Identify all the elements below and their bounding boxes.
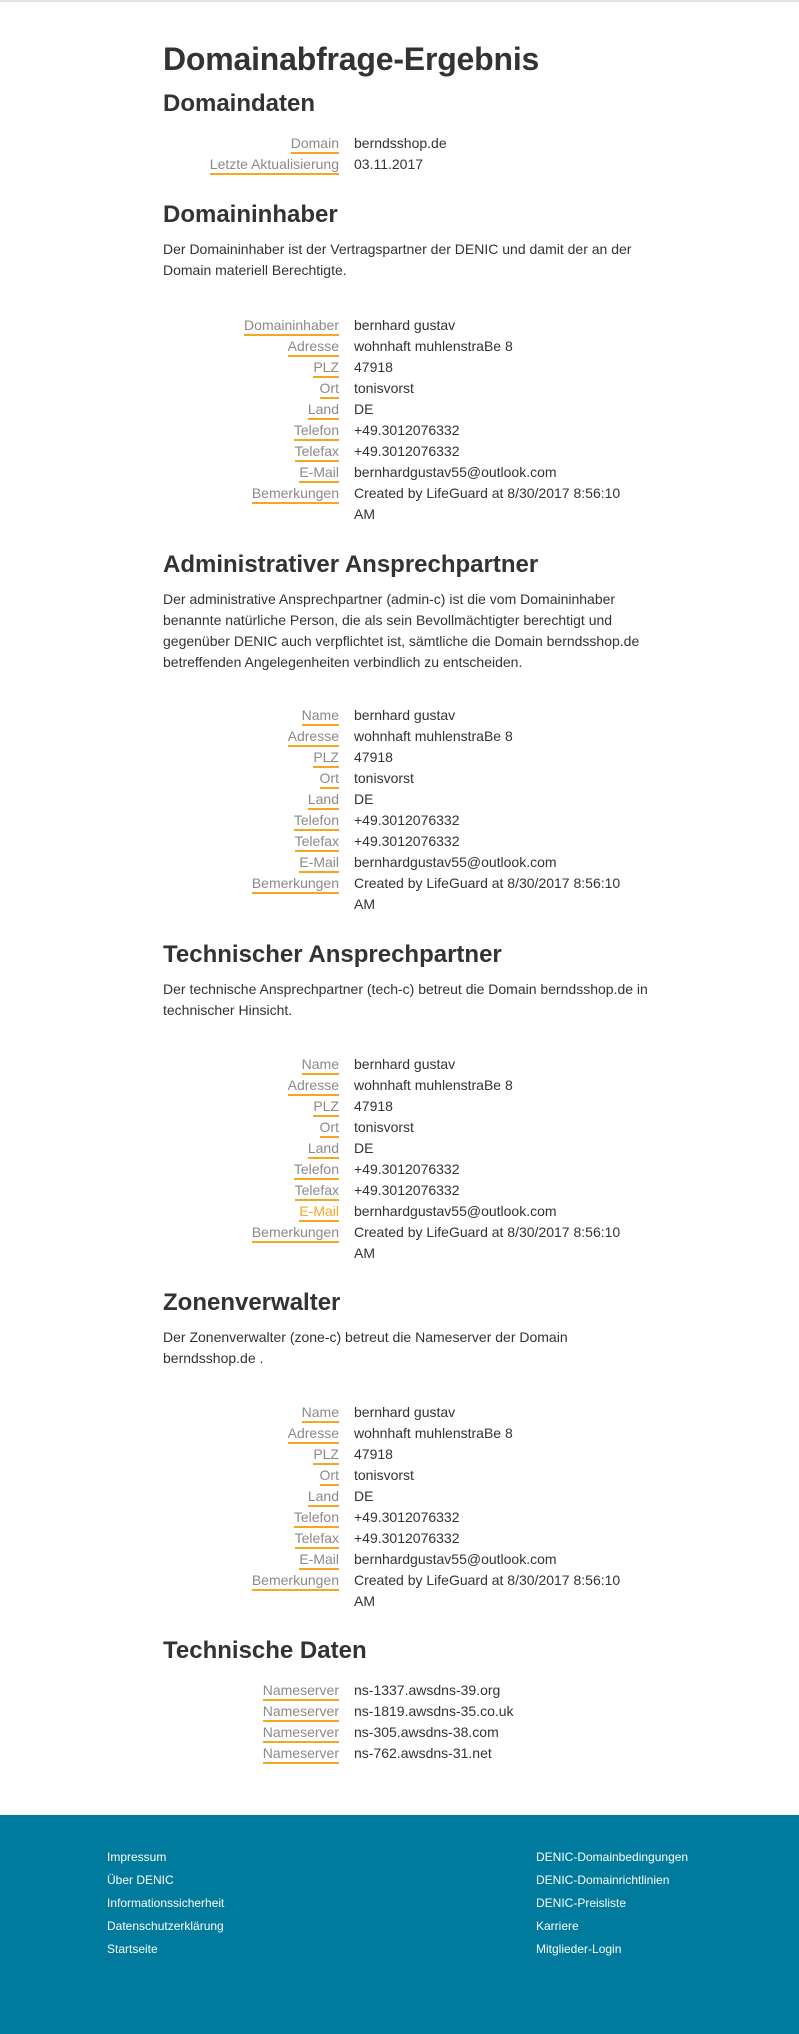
field-label[interactable]: Bemerkungen: [252, 485, 339, 504]
field-value: ns-305.awsdns-38.com: [354, 1724, 499, 1740]
field-label-cell: [163, 483, 339, 525]
footer-link[interactable]: Über DENIC: [107, 1873, 174, 1887]
field-value: DE: [354, 1140, 374, 1156]
field-value: +49.3012076332: [354, 812, 460, 828]
field-label[interactable]: Nameserver: [263, 1703, 339, 1722]
field-value: +49.3012076332: [354, 443, 460, 459]
field-row: [163, 1138, 653, 1159]
field-label[interactable]: Bemerkungen: [252, 1224, 339, 1243]
field-label[interactable]: Letzte Aktualisierung: [210, 156, 339, 175]
field-label-cell: [163, 1743, 339, 1764]
field-row: [163, 789, 653, 810]
field-label[interactable]: Ort: [320, 1467, 339, 1486]
field-label[interactable]: E-Mail: [299, 854, 339, 873]
field-label[interactable]: Ort: [320, 380, 339, 399]
field-label[interactable]: Adresse: [288, 728, 339, 747]
field-value: bernhardgustav55@outlook.com: [354, 1551, 557, 1567]
field-label-cell: [163, 1486, 339, 1507]
section-intro: Der Domaininhaber ist der Vertragspartner der DENIC und damit der an der Domain materiell Berechtigte.: [163, 241, 632, 278]
field-row: [163, 154, 653, 175]
field-value: tonisvorst: [354, 1119, 414, 1135]
field-label[interactable]: Bemerkungen: [252, 875, 339, 894]
section-heading: Zonenverwalter: [163, 1289, 341, 1316]
section-heading: Technische Daten: [163, 1637, 367, 1664]
field-label-cell: [163, 1465, 339, 1486]
field-value: 47918: [354, 359, 393, 375]
field-label[interactable]: Land: [308, 791, 339, 810]
field-label-cell: [163, 726, 339, 747]
field-label[interactable]: Name: [302, 1056, 339, 1075]
field-value: +49.3012076332: [354, 833, 460, 849]
field-value: Created by LifeGuard at 8/30/2017 8:56:10 AM: [354, 875, 621, 912]
field-row: [163, 1180, 653, 1201]
field-label-cell: [163, 747, 339, 768]
field-row: [163, 1075, 653, 1096]
field-label-cell: [163, 420, 339, 441]
field-label-cell: [163, 1722, 339, 1743]
field-value: tonisvorst: [354, 1467, 414, 1483]
field-row: [163, 1549, 653, 1570]
nameserver-list: [163, 1680, 653, 1764]
field-value: +49.3012076332: [354, 1509, 460, 1525]
field-value: DE: [354, 401, 374, 417]
field-value: Created by LifeGuard at 8/30/2017 8:56:10 AM: [354, 1572, 621, 1609]
field-label[interactable]: Land: [308, 401, 339, 420]
field-value: DE: [354, 791, 374, 807]
field-row: [163, 399, 653, 420]
field-row: [163, 768, 653, 789]
field-row: [163, 378, 653, 399]
field-label-cell: [163, 1201, 339, 1222]
field-label[interactable]: PLZ: [313, 1098, 339, 1117]
field-label[interactable]: PLZ: [313, 1446, 339, 1465]
field-label-cell: [163, 1423, 339, 1444]
field-row: [163, 1117, 653, 1138]
field-label-cell: [163, 1180, 339, 1201]
field-label-cell: [163, 315, 339, 336]
field-label-cell: [163, 705, 339, 726]
field-label[interactable]: Telefax: [295, 833, 339, 852]
footer-link[interactable]: Impressum: [107, 1850, 167, 1864]
field-row: [163, 1528, 653, 1549]
field-row: [163, 1423, 653, 1444]
field-label-cell: [163, 810, 339, 831]
field-label-cell: [163, 1222, 339, 1264]
page-title: Domainabfrage-Ergebnis: [163, 41, 540, 77]
field-label[interactable]: Ort: [320, 770, 339, 789]
section-intro: Der Zonenverwalter (zone-c) betreut die Nameserver der Domain berndsshop.de .: [163, 1329, 568, 1366]
field-value: +49.3012076332: [354, 1161, 460, 1177]
field-value: wohnhaft muhlenstraBe 8: [354, 728, 513, 744]
field-label-cell: [163, 1138, 339, 1159]
field-label[interactable]: Name: [302, 707, 339, 726]
field-label-cell: [163, 768, 339, 789]
field-label-cell: [163, 1570, 339, 1612]
field-row: [163, 462, 653, 483]
field-label[interactable]: Domaininhaber: [244, 317, 339, 336]
field-label[interactable]: Telefax: [295, 1182, 339, 1201]
section-heading: Administrativer Ansprechpartner: [163, 551, 539, 578]
section-domaininhaber: [163, 201, 653, 281]
field-row: [163, 1486, 653, 1507]
field-value: tonisvorst: [354, 380, 414, 396]
field-label-cell: [163, 1528, 339, 1549]
field-value: bernhard gustav: [354, 1404, 456, 1420]
footer-link[interactable]: Karriere: [536, 1919, 579, 1933]
field-label-cell: [163, 357, 339, 378]
section-heading: Technischer Ansprechpartner: [163, 941, 502, 968]
section-technische-daten: [163, 1637, 653, 1665]
footer-link[interactable]: Datenschutzerklärung: [107, 1919, 224, 1933]
section-intro: Der administrative Ansprechpartner (admin-c) ist die vom Domaininhaber benannte natürliche Person, die als sein Bevollmächtigter berechtigt und gegenüber DENIC auch verpflichtet ist, sämtliche die Domain berndsshop.de betreffenden Angelegenheiten verbindlich zu entscheiden.: [163, 591, 640, 670]
field-value: wohnhaft muhlenstraBe 8: [354, 338, 513, 354]
field-value: DE: [354, 1488, 374, 1504]
field-row: [163, 1402, 653, 1423]
field-row: [163, 1722, 653, 1743]
field-value: Created by LifeGuard at 8/30/2017 8:56:10 AM: [354, 485, 621, 522]
field-label-cell: [163, 399, 339, 420]
field-label[interactable]: Telefon: [294, 1161, 339, 1180]
field-value: ns-1337.awsdns-39.org: [354, 1682, 501, 1698]
field-label[interactable]: E-Mail: [299, 1551, 339, 1570]
field-value: bernhardgustav55@outlook.com: [354, 1203, 557, 1219]
field-row: [163, 1507, 653, 1528]
field-label[interactable]: Telefax: [295, 1530, 339, 1549]
field-label-cell: [163, 789, 339, 810]
field-label-cell: [163, 378, 339, 399]
field-row: [163, 483, 653, 525]
tech-list: [163, 1054, 653, 1264]
admin-list: [163, 705, 653, 915]
zone-list: [163, 1402, 653, 1612]
footer-left-links: [107, 1846, 224, 1961]
section-zone-c: [163, 1289, 653, 1369]
field-value: bernhard gustav: [354, 707, 456, 723]
footer-link[interactable]: DENIC-Domainrichtlinien: [536, 1873, 670, 1887]
field-row: [163, 1701, 653, 1722]
field-row: [163, 810, 653, 831]
field-value: +49.3012076332: [354, 1530, 460, 1546]
field-label[interactable]: Domain: [291, 135, 339, 154]
field-value: bernhard gustav: [354, 317, 456, 333]
field-label[interactable]: Nameserver: [263, 1724, 339, 1743]
field-row: [163, 420, 653, 441]
footer-link[interactable]: DENIC-Domainbedingungen: [536, 1850, 689, 1864]
field-value: tonisvorst: [354, 770, 414, 786]
field-label[interactable]: Telefon: [294, 422, 339, 441]
field-label-cell: [163, 852, 339, 873]
field-label-cell: [163, 1402, 339, 1423]
domaindaten-list: [163, 133, 653, 175]
field-value: bernhard gustav: [354, 1056, 456, 1072]
field-label-cell: [163, 336, 339, 357]
field-value: 03.11.2017: [354, 156, 424, 172]
field-value: bernhardgustav55@outlook.com: [354, 854, 557, 870]
field-row: [163, 1096, 653, 1117]
field-label-cell: [163, 462, 339, 483]
field-value: +49.3012076332: [354, 1182, 460, 1198]
field-label[interactable]: Land: [308, 1140, 339, 1159]
field-value: ns-1819.awsdns-35.co.uk: [354, 1703, 514, 1719]
field-row: [163, 1222, 653, 1264]
field-label-cell: [163, 1507, 339, 1528]
section-admin-c: [163, 551, 653, 673]
field-label[interactable]: Nameserver: [263, 1745, 339, 1764]
field-row: [163, 336, 653, 357]
field-label[interactable]: PLZ: [313, 749, 339, 768]
field-row: [163, 441, 653, 462]
field-label-cell: [163, 1096, 339, 1117]
footer-link[interactable]: Mitglieder-Login: [536, 1942, 622, 1956]
field-label[interactable]: Ort: [320, 1119, 339, 1138]
field-label[interactable]: Telefax: [295, 443, 339, 462]
domaininhaber-list: [163, 315, 653, 525]
footer-link[interactable]: DENIC-Preisliste: [536, 1896, 627, 1910]
field-label-cell: [163, 1680, 339, 1701]
section-heading: Domaininhaber: [163, 201, 338, 228]
footer-link[interactable]: Startseite: [107, 1942, 158, 1956]
field-row: [163, 1743, 653, 1764]
field-row: [163, 1159, 653, 1180]
field-row: [163, 873, 653, 915]
field-row: [163, 315, 653, 336]
section-domaindaten: [163, 90, 653, 118]
field-label-cell: [163, 1117, 339, 1138]
footer-link[interactable]: Informationssicherheit: [107, 1896, 225, 1910]
field-label-cell: [163, 133, 339, 154]
field-label-cell: [163, 831, 339, 852]
field-label[interactable]: Adresse: [288, 338, 339, 357]
field-label[interactable]: Bemerkungen: [252, 1572, 339, 1591]
field-label[interactable]: Name: [302, 1404, 339, 1423]
field-label-cell: [163, 1054, 339, 1075]
field-row: [163, 357, 653, 378]
field-value: wohnhaft muhlenstraBe 8: [354, 1425, 513, 1441]
field-value: 47918: [354, 749, 393, 765]
field-row: [163, 133, 653, 154]
field-row: [163, 1201, 653, 1222]
field-label[interactable]: Telefon: [294, 1509, 339, 1528]
field-label-cell: [163, 154, 339, 175]
field-row: [163, 1680, 653, 1701]
field-label[interactable]: PLZ: [313, 359, 339, 378]
section-intro: Der technische Ansprechpartner (tech-c) betreut die Domain berndsshop.de in technischer Hinsicht.: [163, 981, 648, 1018]
field-label-cell: [163, 873, 339, 915]
field-label[interactable]: Telefon: [294, 812, 339, 831]
field-value: berndsshop.de: [354, 135, 447, 151]
field-row: [163, 831, 653, 852]
field-value: 47918: [354, 1446, 393, 1462]
field-label-cell: [163, 1701, 339, 1722]
field-value: bernhardgustav55@outlook.com: [354, 464, 557, 480]
field-label-cell: [163, 1549, 339, 1570]
field-value: +49.3012076332: [354, 422, 460, 438]
field-label-cell: [163, 1159, 339, 1180]
field-row: [163, 1444, 653, 1465]
field-label[interactable]: Adresse: [288, 1077, 339, 1096]
field-row: [163, 1465, 653, 1486]
field-value: wohnhaft muhlenstraBe 8: [354, 1077, 513, 1093]
field-label-cell: [163, 441, 339, 462]
field-label[interactable]: E-Mail: [299, 1203, 339, 1222]
field-label-cell: [163, 1075, 339, 1096]
field-row: [163, 705, 653, 726]
field-label[interactable]: E-Mail: [299, 464, 339, 483]
footer: [0, 1815, 799, 2034]
field-label[interactable]: Adresse: [288, 1425, 339, 1444]
field-value: 47918: [354, 1098, 393, 1114]
field-value: ns-762.awsdns-31.net: [354, 1745, 492, 1761]
field-label[interactable]: Land: [308, 1488, 339, 1507]
field-value: Created by LifeGuard at 8/30/2017 8:56:10 AM: [354, 1224, 621, 1261]
field-row: [163, 1570, 653, 1612]
section-heading: Domaindaten: [163, 90, 316, 117]
field-row: [163, 1054, 653, 1075]
field-label-cell: [163, 1444, 339, 1465]
footer-right-links: [536, 1846, 688, 1961]
field-label[interactable]: Nameserver: [263, 1682, 339, 1701]
section-tech-c: [163, 941, 653, 1021]
field-row: [163, 852, 653, 873]
field-row: [163, 747, 653, 768]
field-row: [163, 726, 653, 747]
